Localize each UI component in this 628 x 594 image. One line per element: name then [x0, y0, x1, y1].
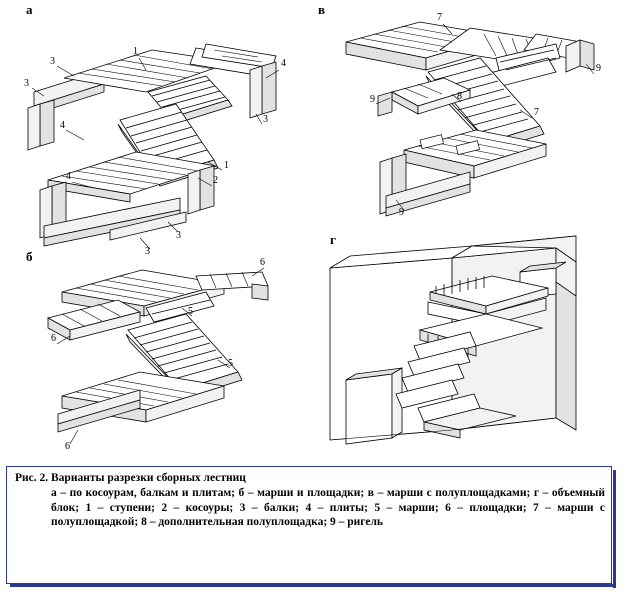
figure-caption-body: а – по косоурам, балкам и плитам; б – марши и площадки; в – марши с полуплощадками; г – объемный блок; 1 – ступени; 2 – косоуры; 3 – балки; 4 – плиты; 5 – марши; 6 – площадки; 7 – марши с полуплощадкой; 8 – дополнительная полуплощадка; 9 – ригель — [51, 487, 605, 528]
callout-a-3-left: 3 — [24, 78, 29, 89]
figure-caption-title: Рис. 2. Варианты разрезки сборных лестниц — [15, 472, 246, 484]
panel-label-a: а — [26, 2, 33, 17]
callout-v-7-top: 7 — [437, 12, 442, 23]
callout-a-2: 2 — [213, 175, 218, 186]
callout-b-5-mid: 5 — [228, 358, 233, 369]
callout-a-3-right: 3 — [263, 114, 268, 125]
callout-v-9-right: 9 — [596, 63, 601, 74]
callout-a-4-left: 4 — [60, 120, 65, 131]
panel-a-lower-landing — [40, 152, 216, 246]
callout-a-3-bot: 3 — [145, 246, 150, 257]
callout-v-7-mid: 7 — [534, 107, 539, 118]
caption-shadow-right — [613, 470, 616, 588]
callout-b-6-bot: 6 — [65, 441, 70, 452]
figure-caption-box — [6, 466, 612, 584]
callout-b-6-left: 6 — [51, 333, 56, 344]
panel-label-v: в — [318, 2, 326, 17]
callout-b-5-top: 5 — [188, 306, 193, 317]
callout-a-4-low: 4 — [66, 171, 71, 182]
callout-a-4-right: 4 — [281, 58, 286, 69]
panel-v-lower-landing — [380, 130, 546, 216]
callout-v-9-bot: 9 — [399, 207, 404, 218]
callout-v-9-left: 9 — [370, 94, 375, 105]
panel-v-drawing — [346, 22, 594, 216]
panel-label-b: б — [26, 249, 33, 264]
callout-a-3-low: 3 — [176, 230, 181, 241]
callout-a-1-mid: 1 — [224, 160, 229, 171]
panel-label-g: г — [330, 232, 336, 247]
callout-a-1-top: 1 — [133, 46, 138, 57]
callout-v-8: 8 — [457, 91, 462, 102]
callout-b-6-right: 6 — [260, 257, 265, 268]
panel-b-drawing — [48, 268, 268, 444]
caption-shadow-bottom — [10, 584, 613, 587]
panel-a-drawing — [28, 44, 279, 249]
panel-g-drawing — [330, 236, 576, 444]
callout-a-3-top: 3 — [50, 56, 55, 67]
